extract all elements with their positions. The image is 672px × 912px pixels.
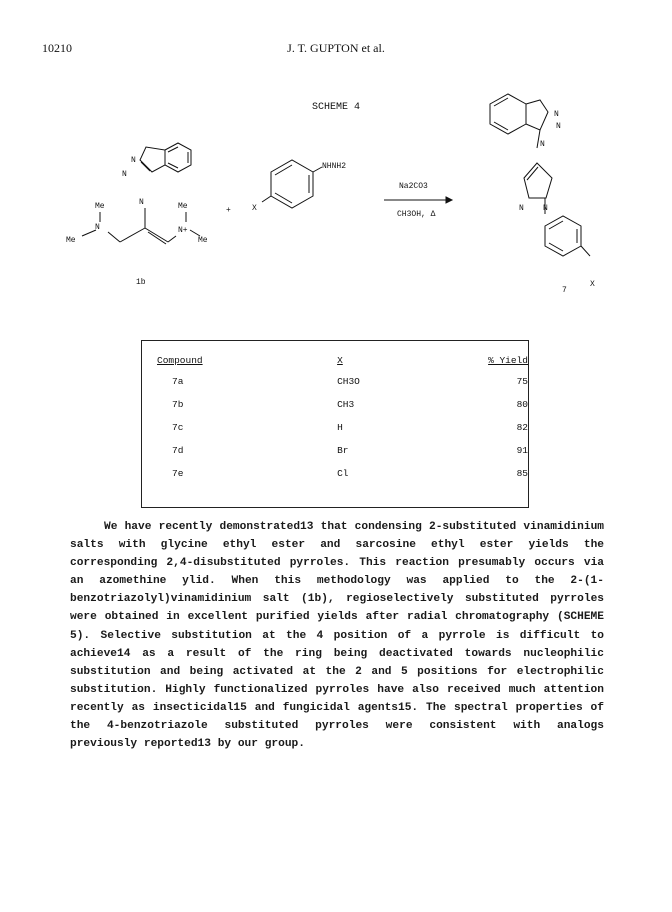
table-row [154,445,528,468]
triazole-n-label: N [139,198,144,207]
substituent-cell: CH3O [337,376,360,387]
substituent-cell: Cl [337,468,349,479]
compound-cell: 7e [172,468,184,479]
column-header-x: X [337,355,343,366]
triazole-n-label: N [122,170,127,179]
triazole-n-label: N [554,110,559,119]
methyl-label: Me [95,202,105,211]
substituent-cell: Br [337,445,349,456]
arylhydrazine-reagent [262,160,322,208]
table-row [154,468,528,491]
benzotriazole-reactant [140,143,191,172]
triazole-n-label: N [540,140,545,149]
pyrrole-n-label: N [519,204,524,213]
plus-sign: + [226,206,231,215]
body-paragraph: We have recently demonstrated13 that condensing 2-substituted vinamidinium salts with glycine ethyl ester and sarcosine ethyl ester yields the corresponding 2,4-disubstituted pyrroles. This reaction presumably occurs via an azomethine ylid. When this methodology was applied to the 2-(1-benzotriazolyl)vinamidinium salt (1b), regioselectively substituted pyrroles were obtained in excellent purified yields after radial chromatography (SCHEME 5). Selective substitution at the 4 position of a pyrrole is difficult to achieve14 as a result of the ring being deactivated towards nucleophilic substitution and being activated at the 2 and 5 positions for electrophilic substitution. Highly functionalized pyrroles have also received much attention recently as insecticidal15 and fungicidal agents15. The spectral properties of the 4-benzotriazole substituted pyrroles were consistent with analogs previously reported13 by our group. [70,521,604,751]
reagent-solvent: CH3OH, Δ [397,210,436,219]
compound-cell: 7c [172,422,184,433]
x-substituent-label: X [252,204,257,213]
body-text [70,518,604,753]
aryl-ring-product [545,216,590,256]
pyrrole-n-label: N [543,204,548,213]
amine-n-label: N [95,223,100,232]
running-head: J. T. GUPTON et al. [287,41,385,55]
methyl-label: Me [66,236,76,245]
column-header-yield: % Yield [488,355,528,366]
substituent-cell: CH3 [337,399,355,410]
yield-cell: 82 [516,422,528,433]
column-header-compound: Compound [157,355,203,366]
yield-cell: 85 [516,468,528,479]
yield-cell: 75 [516,376,528,387]
yield-cell: 91 [516,445,528,456]
reaction-scheme [0,0,672,340]
yield-cell: 80 [516,399,528,410]
scheme-title: SCHEME 4 [311,102,360,113]
page-number: 10210 [42,41,72,55]
compound-cell: 7d [172,445,184,456]
x-substituent-label: X [590,280,595,289]
triazole-n-label: N [556,122,561,131]
reactant-label: 1b [136,278,146,287]
table-row [154,376,528,399]
methyl-label: Me [178,202,188,211]
triazole-n-label: N [131,156,136,165]
reagent-base: Na2CO3 [399,182,428,191]
product-label: 7 [562,286,567,295]
compound-cell: 7b [172,399,184,410]
substituent-cell: H [337,422,343,433]
table-row [154,422,528,445]
methyl-label: Me [198,236,208,245]
hydrazine-label: NHNH2 [322,162,347,171]
arrowhead-icon [446,197,452,203]
iminium-n-label: N+ [178,226,188,235]
table-row [154,399,528,422]
yield-table [141,340,529,508]
compound-cell: 7a [172,376,184,387]
